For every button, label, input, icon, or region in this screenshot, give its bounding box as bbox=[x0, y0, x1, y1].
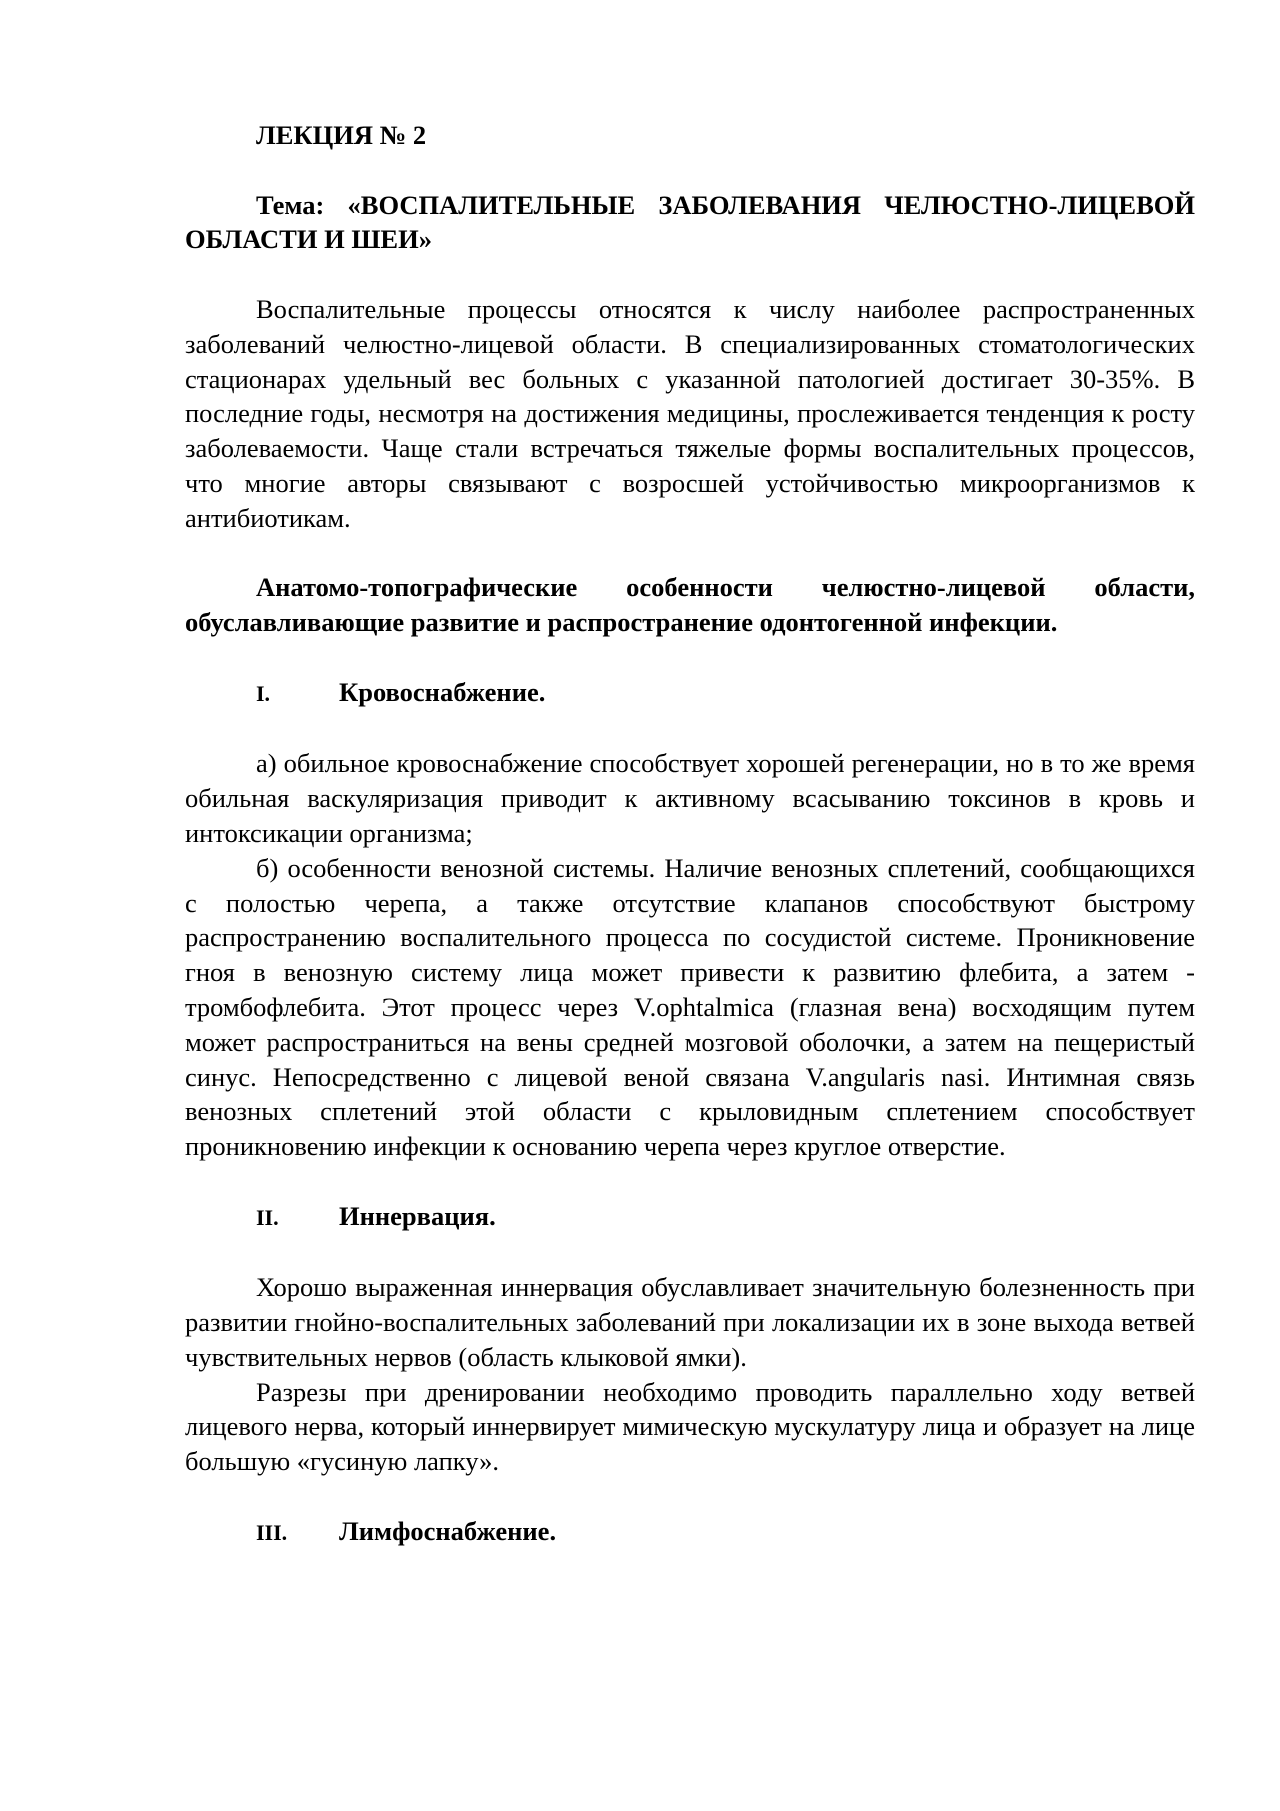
section-heading-lymph-supply bbox=[185, 1514, 1195, 1551]
section-heading-innervation bbox=[185, 1199, 1195, 1236]
section-title: Кровоснабжение. bbox=[339, 676, 546, 707]
document-page bbox=[185, 118, 1195, 1551]
paragraph-blood-supply-b: б) особенности венозной системы. Наличие венозных сплетений, сообщающихся с полостью черепа, а также отсутствие клапанов способствуют быстрому распространению воспалительного процесса по сосудистой системе. Проникновение гноя в венозную систему лица может привести к развитию флебита, а затем - тромбофлебита. Этот процесс через V.ophtalmica (глазная вена) восходящим путем может распространиться на вены средней мозговой оболочки, а затем на пещеристый синус. Непосредственно с лицевой веной связана V.angularis nasi. Интимная связь венозных сплетений этой области с крыловидным сплетением способствует проникновению инфекции к основанию черепа через круглое отверстие. bbox=[185, 852, 1195, 1162]
section-numeral: III. bbox=[256, 1519, 288, 1545]
section-title: Лимфоснабжение. bbox=[339, 1515, 557, 1546]
paragraph-blood-supply-a: а) обильное кровоснабжение способствует хорошей регенерации, но в то же время обильная васкуляризация приводит к активному всасыванию токсинов в кровь и интоксикации организма; bbox=[185, 748, 1195, 848]
intro-paragraph: Воспалительные процессы относятся к числу наиболее распространенных заболеваний челюстно-лицевой области. В специализированных стоматологических стационарах удельный вес больных с указанной патологией достигает 30-35%. В последние годы, несмотря на достижения медицины, прослеживается тенденция к росту заболеваемости. Чаще стали встречаться тяжелые формы воспалительных процессов, что многие авторы связывают с возросшей устойчивостью микроорганизмов к антибиотикам. bbox=[185, 293, 1195, 533]
section-subtitle: Анатомо-топографические особенности челюстно-лицевой области, обуславливающие развитие и распространение одонтогенной инфекции. bbox=[185, 572, 1195, 638]
section-title: Иннервация. bbox=[339, 1200, 496, 1231]
topic-heading: Тема: «ВОСПАЛИТЕЛЬНЫЕ ЗАБОЛЕВАНИЯ ЧЕЛЮСТНО-ЛИЦЕВОЙ ОБЛАСТИ И ШЕИ» bbox=[185, 189, 1195, 255]
section-numeral: II. bbox=[256, 1204, 279, 1230]
paragraph-innervation-2: Разрезы при дренировании необходимо проводить параллельно ходу ветвей лицевого нерва, который иннервирует мимическую мускулатуру лица и образует на лице большую «гусиную лапку». bbox=[185, 1376, 1195, 1477]
paragraph-innervation-1: Хорошо выраженная иннервация обуславливает значительную болезненность при развитии гнойно-воспалительных заболеваний при локализации их в зоне выхода ветвей чувствительных нервов (область клыковой ямки). bbox=[185, 1272, 1195, 1372]
lecture-title: ЛЕКЦИЯ № 2 bbox=[256, 120, 427, 150]
section-numeral: I. bbox=[256, 680, 271, 706]
section-heading-blood-supply bbox=[185, 675, 1195, 712]
